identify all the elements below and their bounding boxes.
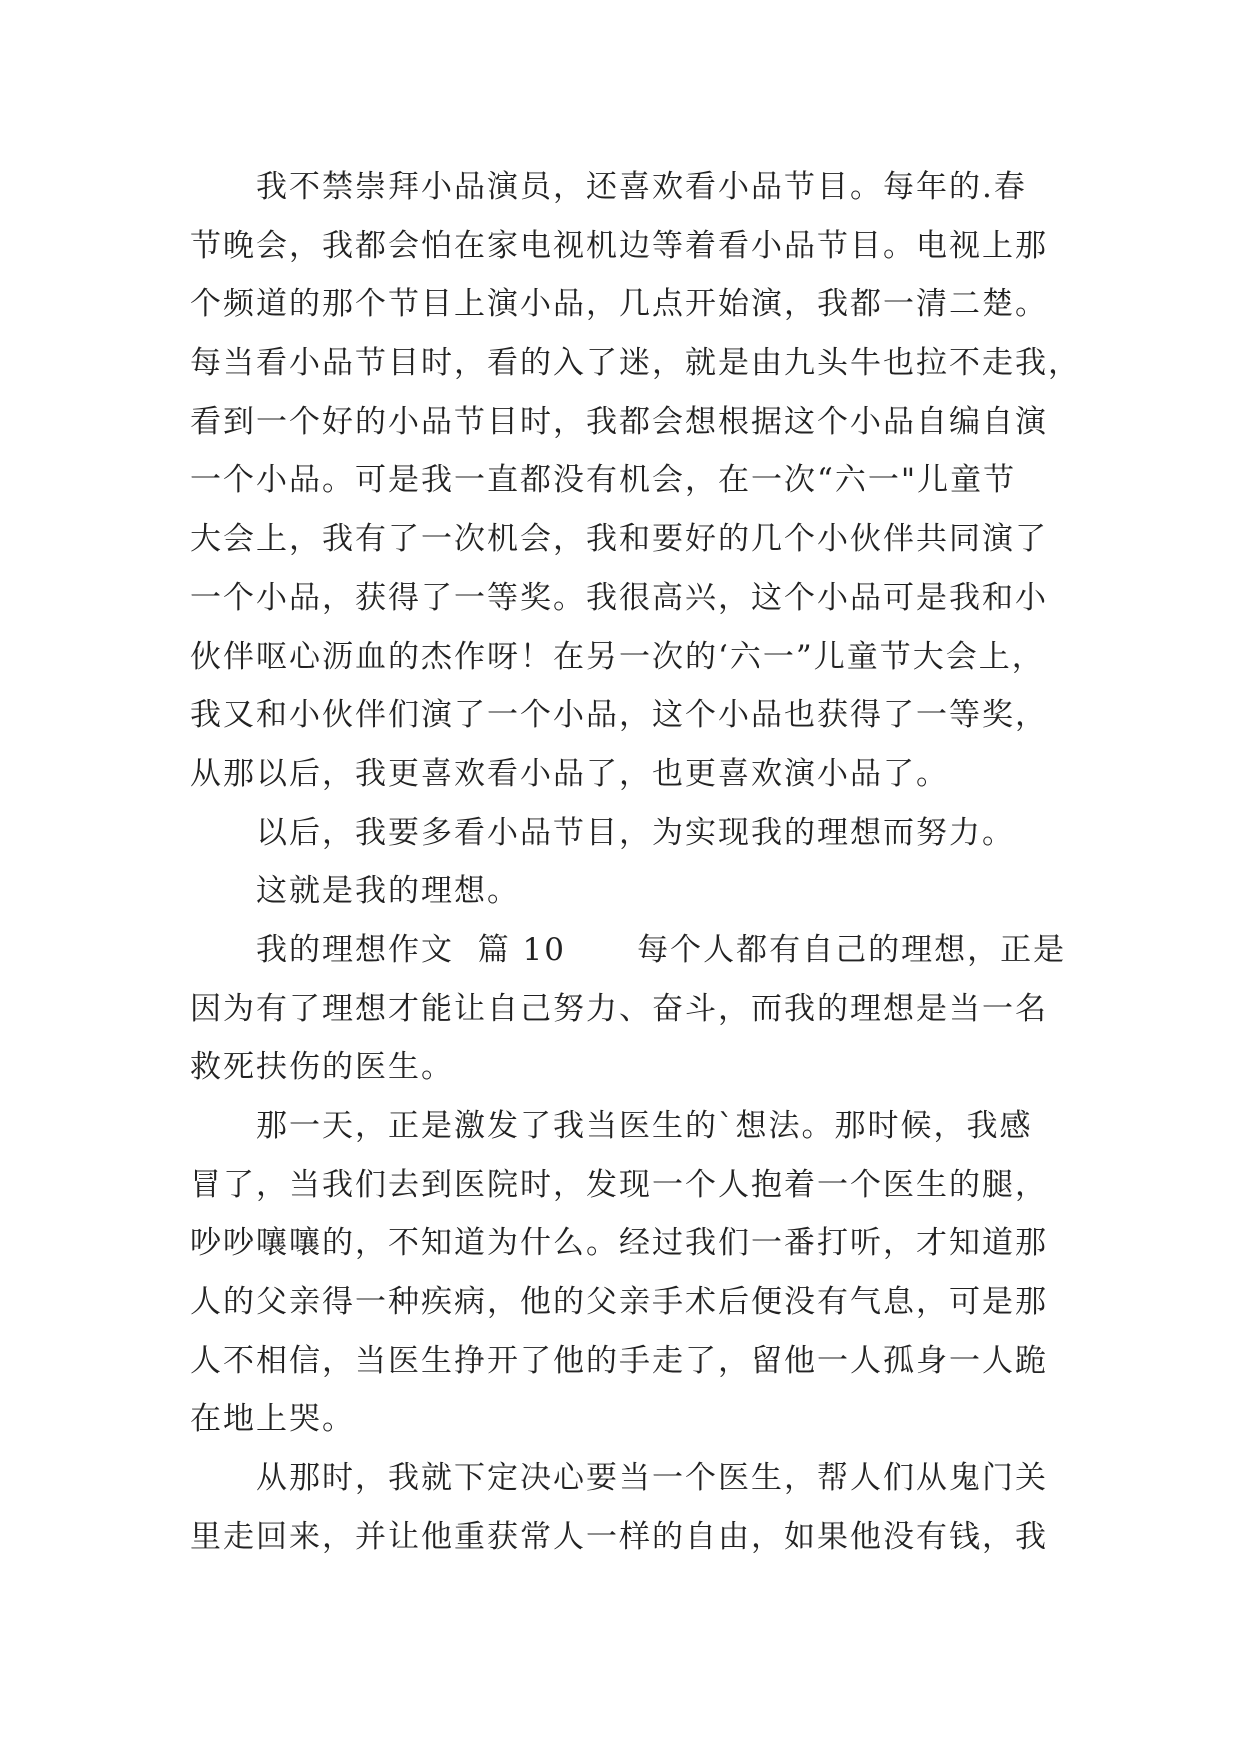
text-line: 因为有了理想才能让自己努力、奋斗，而我的理想是当一名 xyxy=(190,990,1048,1027)
text-line: 以后，我要多看小品节目，为实现我的理想而努力。 xyxy=(256,814,1015,851)
text-line: 伙伴呕心沥血的杰作呀！在另一次的‘六一”儿童节大会上， xyxy=(190,638,1045,675)
text-line: 看到一个好的小品节目时，我都会想根据这个小品自编自演 xyxy=(190,403,1048,440)
text-line: 这就是我的理想。 xyxy=(256,873,520,910)
text-line: 救死扶伤的医生。 xyxy=(190,1049,454,1086)
text-line: 个频道的那个节目上演小品，几点开始演，我都一清二楚。 xyxy=(190,286,1048,323)
text-line: 里走回来，并让他重获常人一样的自由，如果他没有钱，我 xyxy=(190,1518,1048,1555)
text-line: 冒了，当我们去到医院时，发现一个人抱着一个医生的腿， xyxy=(190,1166,1048,1203)
text-line: 那一天，正是激发了我当医生的`想法。那时候，我感 xyxy=(256,1108,1033,1144)
text-line: 一个小品，获得了一等奖。我很高兴，这个小品可是我和小 xyxy=(190,579,1048,616)
essay-body xyxy=(190,158,1081,1567)
text-line: 人的父亲得一种疾病，他的父亲手术后便没有气息，可是那 xyxy=(190,1284,1048,1321)
text-line: 大会上，我有了一次机会，我和要好的几个小伙伴共同演了 xyxy=(190,521,1048,558)
text-line: 吵吵嚷嚷的，不知道为什么。经过我们一番打听，才知道那 xyxy=(190,1225,1048,1262)
text-line: 从那时，我就下定决心要当一个医生，帮人们从鬼门关 xyxy=(256,1460,1048,1497)
text-line: 每当看小品节目时，看的入了迷，就是由九头牛也拉不走我， xyxy=(190,345,1081,382)
text-line: 节晚会，我都会怕在家电视机边等着看小品节目。电视上那 xyxy=(190,227,1048,264)
text-line: 我又和小伙伴们演了一个小品，这个小品也获得了一等奖， xyxy=(190,697,1048,734)
text-line: 在地上哭。 xyxy=(190,1401,355,1438)
text-line: 我不禁崇拜小品演员，还喜欢看小品节目。每年的.春 xyxy=(256,169,1027,205)
section-heading-line: 我的理想作文 篇 10 每个人都有自己的理想，正是 xyxy=(256,931,1067,968)
text-line: 从那以后，我更喜欢看小品了，也更喜欢演小品了。 xyxy=(190,755,949,792)
text-line: 一个小品。可是我一直都没有机会，在一次“六一"儿童节 xyxy=(190,462,1017,499)
text-line: 人不相信，当医生挣开了他的手走了，留他一人孤身一人跪 xyxy=(190,1342,1048,1379)
